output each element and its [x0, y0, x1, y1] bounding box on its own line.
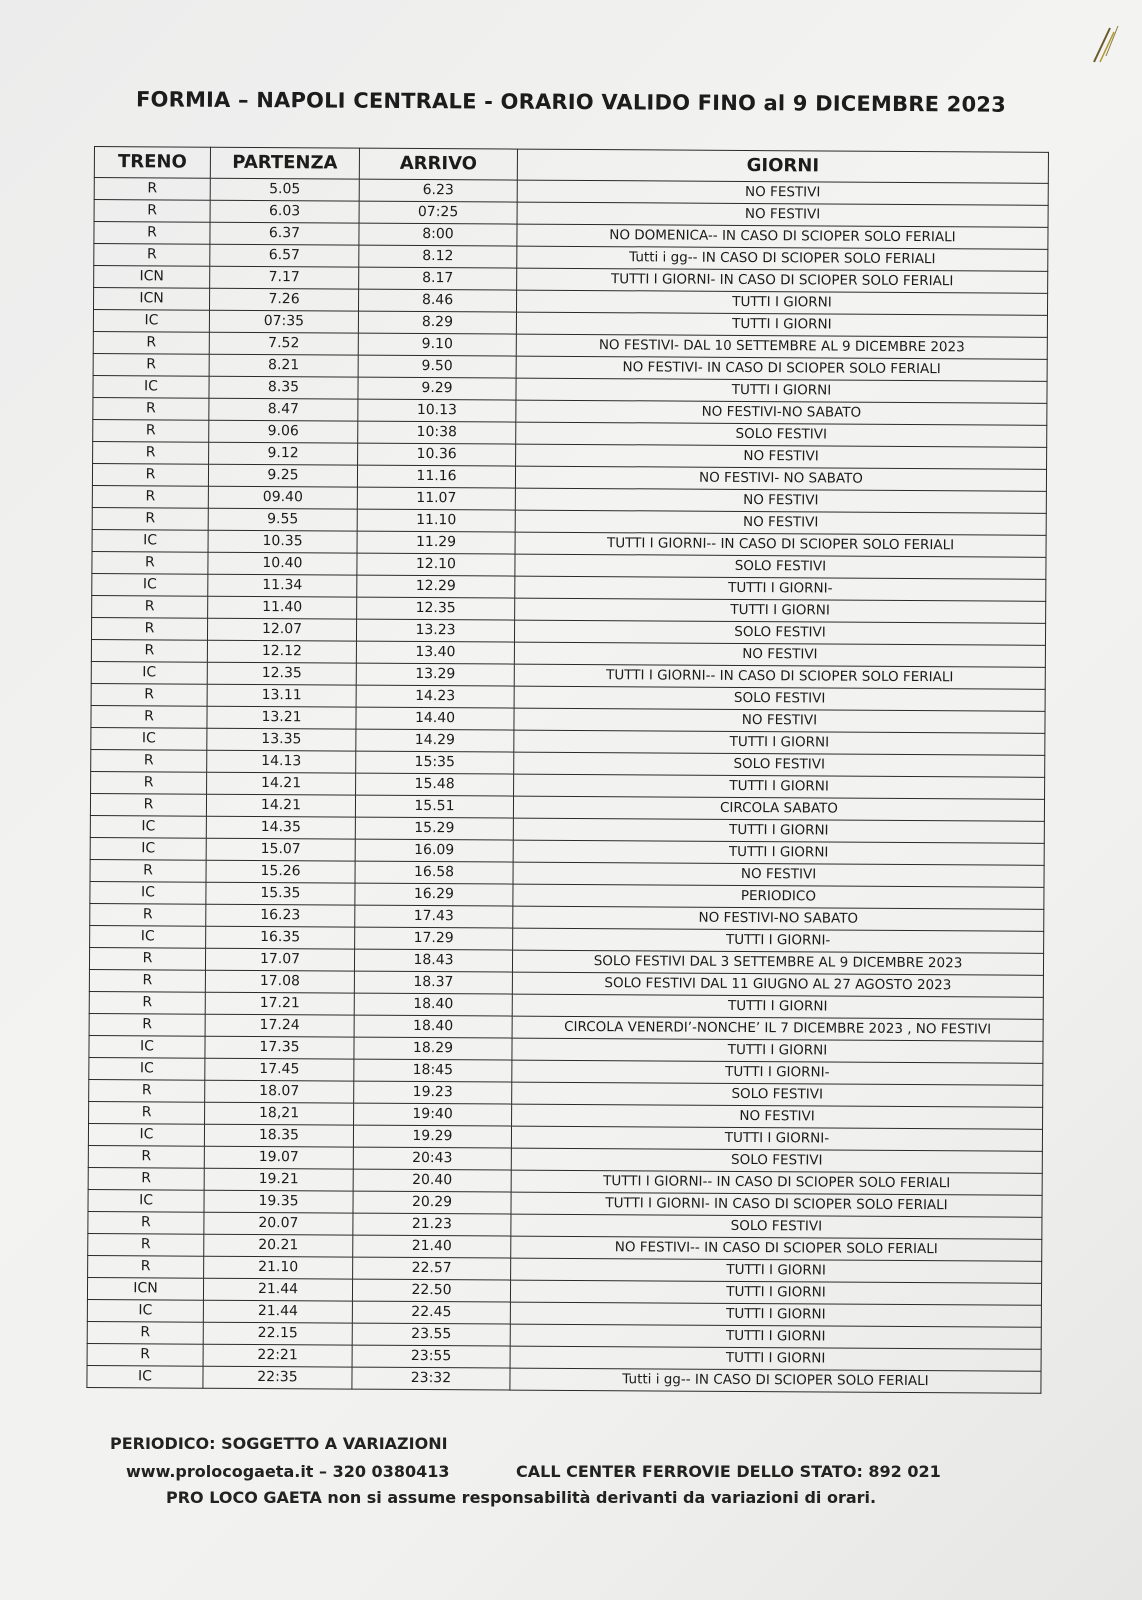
cell-partenza: 07:35	[209, 310, 358, 333]
cell-treno: R	[89, 969, 205, 992]
cell-treno: R	[88, 1145, 204, 1168]
cell-partenza: 15.26	[206, 860, 355, 883]
cell-treno: IC	[91, 661, 207, 684]
cell-arrivo: 13.29	[356, 663, 514, 686]
cell-partenza: 14.13	[207, 750, 356, 773]
cell-arrivo: 20.29	[353, 1191, 511, 1214]
cell-arrivo: 10:38	[358, 421, 516, 444]
cell-partenza: 8.47	[209, 398, 358, 421]
cell-arrivo: 12.29	[357, 575, 515, 598]
cell-treno: R	[91, 683, 207, 706]
header-treno: TRENO	[94, 147, 210, 179]
cell-treno: IC	[90, 837, 206, 860]
cell-treno: R	[92, 595, 208, 618]
cell-arrivo: 22.57	[353, 1257, 511, 1280]
cell-giorni: SOLO FESTIVI	[514, 620, 1045, 645]
cell-arrivo: 18.43	[354, 949, 512, 972]
cell-treno: R	[89, 947, 205, 970]
cell-partenza: 17.45	[205, 1058, 354, 1081]
cell-partenza: 19.35	[204, 1190, 353, 1213]
cell-partenza: 18,21	[205, 1102, 354, 1125]
cell-treno: R	[91, 705, 207, 728]
cell-giorni: SOLO FESTIVI	[511, 1148, 1042, 1173]
cell-giorni: TUTTI I GIORNI	[515, 598, 1046, 623]
cell-treno: IC	[88, 1123, 204, 1146]
cell-treno: IC	[92, 529, 208, 552]
cell-arrivo: 10.13	[358, 399, 516, 422]
cell-treno: IC	[89, 1057, 205, 1080]
timetable-table	[86, 146, 1049, 1394]
cell-giorni: TUTTI I GIORNI-- IN CASO DI SCIOPER SOLO FERIALI	[514, 664, 1045, 689]
cell-partenza: 8.21	[209, 354, 358, 377]
cell-treno: R	[90, 859, 206, 882]
cell-partenza: 20.21	[204, 1234, 353, 1257]
periodico-note: PERIODICO: SOGGETTO A VARIAZIONI	[110, 1434, 448, 1453]
cell-giorni: TUTTI I GIORNI-- IN CASO DI SCIOPER SOLO FERIALI	[511, 1170, 1042, 1195]
cell-arrivo: 07:25	[359, 201, 517, 224]
cell-arrivo: 21.40	[353, 1235, 511, 1258]
cell-treno: IC	[90, 925, 206, 948]
cell-arrivo: 19.29	[353, 1125, 511, 1148]
cell-partenza: 22.15	[203, 1322, 352, 1345]
cell-partenza: 22:35	[203, 1366, 352, 1389]
cell-giorni: TUTTI I GIORNI-	[515, 576, 1046, 601]
cell-treno: R	[92, 507, 208, 530]
cell-treno: R	[93, 419, 209, 442]
cell-partenza: 9.12	[209, 442, 358, 465]
cell-arrivo: 11.07	[357, 487, 515, 510]
cell-giorni: SOLO FESTIVI	[512, 1082, 1043, 1107]
cell-partenza: 10.40	[208, 552, 357, 575]
cell-giorni: NO FESTIVI	[516, 444, 1047, 469]
pen-mark-icon	[1086, 22, 1122, 66]
cell-giorni: TUTTI I GIORNI-- IN CASO DI SCIOPER SOLO FERIALI	[515, 532, 1046, 557]
cell-partenza: 16.23	[206, 904, 355, 927]
cell-treno: R	[91, 771, 207, 794]
cell-treno: R	[94, 222, 210, 245]
cell-giorni: NO FESTIVI- NO SABATO	[515, 466, 1046, 491]
cell-treno: R	[87, 1343, 203, 1366]
cell-arrivo: 11.29	[357, 531, 515, 554]
cell-giorni: SOLO FESTIVI DAL 11 GIUGNO AL 27 AGOSTO 2023	[512, 972, 1043, 997]
cell-giorni: NO FESTIVI	[512, 1104, 1043, 1129]
cell-partenza: 9.06	[209, 420, 358, 443]
cell-arrivo: 23:55	[352, 1345, 510, 1368]
cell-giorni: SOLO FESTIVI DAL 3 SETTEMBRE AL 9 DICEMBRE 2023	[512, 950, 1043, 975]
cell-giorni: NO FESTIVI	[514, 642, 1045, 667]
cell-partenza: 9.55	[208, 508, 357, 531]
cell-arrivo: 12.10	[357, 553, 515, 576]
cell-treno: IC	[89, 1035, 205, 1058]
cell-treno: R	[90, 793, 206, 816]
cell-giorni: PERIODICO	[513, 884, 1044, 909]
cell-partenza: 6.57	[210, 244, 359, 267]
cell-partenza: 22:21	[203, 1344, 352, 1367]
cell-treno: R	[93, 397, 209, 420]
cell-arrivo: 23:32	[352, 1367, 510, 1390]
cell-partenza: 18.35	[204, 1124, 353, 1147]
cell-partenza: 12.12	[207, 640, 356, 663]
cell-giorni: TUTTI I GIORNI-	[511, 1126, 1042, 1151]
cell-partenza: 19.21	[204, 1168, 353, 1191]
cell-partenza: 11.34	[208, 574, 357, 597]
cell-giorni: NO FESTIVI	[517, 202, 1048, 227]
cell-treno: R	[87, 1321, 203, 1344]
cell-treno: R	[93, 353, 209, 376]
cell-giorni: SOLO FESTIVI	[514, 686, 1045, 711]
cell-partenza: 12.07	[207, 618, 356, 641]
cell-giorni: SOLO FESTIVI	[514, 752, 1045, 777]
cell-arrivo: 19:40	[354, 1103, 512, 1126]
table-row	[87, 1365, 1041, 1393]
cell-arrivo: 10.36	[358, 443, 516, 466]
cell-partenza: 7.26	[209, 288, 358, 311]
cell-giorni: NO FESTIVI-NO SABATO	[516, 400, 1047, 425]
cell-giorni: NO FESTIVI-NO SABATO	[513, 906, 1044, 931]
header-partenza: PARTENZA	[210, 147, 359, 179]
cell-treno: R	[90, 903, 206, 926]
cell-treno: R	[89, 1101, 205, 1124]
header-row	[94, 147, 1048, 184]
cell-treno: IC	[90, 881, 206, 904]
cell-giorni: TUTTI I GIORNI	[516, 290, 1047, 315]
cell-giorni: NO FESTIVI	[514, 708, 1045, 733]
cell-giorni: TUTTI I GIORNI- IN CASO DI SCIOPER SOLO FERIALI	[511, 1192, 1042, 1217]
cell-treno: IC	[91, 727, 207, 750]
cell-arrivo: 17.43	[355, 905, 513, 928]
cell-arrivo: 22.45	[352, 1301, 510, 1324]
cell-arrivo: 13.40	[356, 641, 514, 664]
cell-treno: R	[93, 331, 209, 354]
cell-treno: R	[94, 178, 210, 201]
cell-treno: R	[91, 617, 207, 640]
cell-giorni: TUTTI I GIORNI	[516, 378, 1047, 403]
cell-arrivo: 8.12	[359, 245, 517, 268]
cell-partenza: 10.35	[208, 530, 357, 553]
cell-treno: R	[92, 463, 208, 486]
cell-treno: R	[89, 1079, 205, 1102]
cell-giorni: TUTTI I GIORNI	[512, 994, 1043, 1019]
cell-arrivo: 16.29	[355, 883, 513, 906]
cell-partenza: 6.03	[210, 200, 359, 223]
cell-giorni: TUTTI I GIORNI	[513, 818, 1044, 843]
cell-arrivo: 18.40	[354, 993, 512, 1016]
cell-partenza: 8.35	[209, 376, 358, 399]
cell-treno: R	[89, 991, 205, 1014]
cell-arrivo: 9.29	[358, 377, 516, 400]
cell-giorni: TUTTI I GIORNI-	[512, 1060, 1043, 1085]
cell-giorni: NO FESTIVI	[515, 510, 1046, 535]
cell-arrivo: 15.29	[355, 817, 513, 840]
call-center-line: CALL CENTER FERROVIE DELLO STATO: 892 021	[516, 1462, 941, 1481]
cell-giorni: NO FESTIVI	[513, 862, 1044, 887]
cell-giorni: CIRCOLA SABATO	[513, 796, 1044, 821]
cell-partenza: 13.11	[207, 684, 356, 707]
cell-treno: R	[88, 1211, 204, 1234]
cell-arrivo: 13.23	[356, 619, 514, 642]
cell-giorni: TUTTI I GIORNI	[514, 730, 1045, 755]
cell-treno: R	[89, 1013, 205, 1036]
cell-partenza: 09.40	[208, 486, 357, 509]
cell-partenza: 17.35	[205, 1036, 354, 1059]
cell-partenza: 21.44	[203, 1300, 352, 1323]
cell-arrivo: 9.50	[358, 355, 516, 378]
cell-arrivo: 16.09	[355, 839, 513, 862]
cell-partenza: 5.05	[210, 178, 359, 201]
cell-treno: IC	[93, 375, 209, 398]
header-arrivo: ARRIVO	[359, 148, 517, 180]
cell-arrivo: 15.48	[356, 773, 514, 796]
cell-treno: R	[93, 441, 209, 464]
cell-arrivo: 12.35	[357, 597, 515, 620]
cell-giorni: NO FESTIVI- IN CASO DI SCIOPER SOLO FERIALI	[516, 356, 1047, 381]
cell-treno: R	[88, 1255, 204, 1278]
cell-partenza: 21.10	[204, 1256, 353, 1279]
cell-partenza: 17.24	[205, 1014, 354, 1037]
cell-partenza: 17.08	[205, 970, 354, 993]
cell-giorni: NO FESTIVI- DAL 10 SETTEMBRE AL 9 DICEMBRE 2023	[516, 334, 1047, 359]
cell-arrivo: 8.29	[358, 311, 516, 334]
cell-treno: R	[94, 244, 210, 267]
cell-treno: R	[92, 485, 208, 508]
cell-partenza: 7.17	[210, 266, 359, 289]
cell-treno: R	[91, 749, 207, 772]
cell-giorni: Tutti i gg-- IN CASO DI SCIOPER SOLO FERIALI	[510, 1368, 1041, 1393]
cell-giorni: TUTTI I GIORNI	[510, 1346, 1041, 1371]
cell-partenza: 17.21	[205, 992, 354, 1015]
cell-partenza: 19.07	[204, 1146, 353, 1169]
cell-partenza: 14.21	[207, 772, 356, 795]
cell-partenza: 14.35	[206, 816, 355, 839]
cell-partenza: 21.44	[203, 1278, 352, 1301]
cell-treno: R	[88, 1167, 204, 1190]
cell-arrivo: 21.23	[353, 1213, 511, 1236]
cell-giorni: TUTTI I GIORNI	[512, 1038, 1043, 1063]
cell-partenza: 17.07	[205, 948, 354, 971]
cell-partenza: 11.40	[208, 596, 357, 619]
cell-partenza: 6.37	[210, 222, 359, 245]
cell-treno: IC	[87, 1299, 203, 1322]
cell-treno: ICN	[94, 288, 210, 311]
cell-treno: R	[94, 200, 210, 223]
cell-arrivo: 22.50	[352, 1279, 510, 1302]
cell-treno: R	[88, 1233, 204, 1256]
cell-giorni: TUTTI I GIORNI	[514, 774, 1045, 799]
cell-partenza: 7.52	[209, 332, 358, 355]
cell-partenza: 13.21	[207, 706, 356, 729]
cell-arrivo: 15.51	[355, 795, 513, 818]
cell-arrivo: 6.23	[359, 179, 517, 202]
cell-arrivo: 11.16	[357, 465, 515, 488]
cell-giorni: TUTTI I GIORNI-	[513, 928, 1044, 953]
cell-partenza: 18.07	[205, 1080, 354, 1103]
cell-giorni: TUTTI I GIORNI	[510, 1280, 1041, 1305]
cell-partenza: 14.21	[206, 794, 355, 817]
header-giorni: GIORNI	[517, 149, 1048, 183]
cell-partenza: 20.07	[204, 1212, 353, 1235]
timetable	[86, 146, 1048, 1394]
cell-partenza: 13.35	[207, 728, 356, 751]
cell-arrivo: 9.10	[358, 333, 516, 356]
timetable-body	[87, 178, 1048, 1394]
cell-arrivo: 15:35	[356, 751, 514, 774]
cell-giorni: CIRCOLA VENERDI’-NONCHE’ IL 7 DICEMBRE 2023 , NO FESTIVI	[512, 1016, 1043, 1041]
cell-giorni: NO DOMENICA-- IN CASO DI SCIOPER SOLO FERIALI	[517, 224, 1048, 249]
cell-giorni: NO FESTIVI-- IN CASO DI SCIOPER SOLO FERIALI	[511, 1236, 1042, 1261]
cell-treno: ICN	[94, 266, 210, 289]
cell-partenza: 12.35	[207, 662, 356, 685]
cell-partenza: 15.07	[206, 838, 355, 861]
cell-partenza: 15.35	[206, 882, 355, 905]
cell-arrivo: 18.37	[354, 971, 512, 994]
cell-giorni: TUTTI I GIORNI	[510, 1302, 1041, 1327]
contact-line: www.prolocogaeta.it – 320 0380413	[126, 1462, 450, 1481]
cell-partenza: 16.35	[206, 926, 355, 949]
cell-giorni: NO FESTIVI	[517, 180, 1048, 205]
cell-arrivo: 8:00	[359, 223, 517, 246]
cell-arrivo: 23.55	[352, 1323, 510, 1346]
cell-arrivo: 19.23	[354, 1081, 512, 1104]
cell-giorni: SOLO FESTIVI	[516, 422, 1047, 447]
cell-treno: ICN	[87, 1277, 203, 1300]
cell-arrivo: 20:43	[353, 1147, 511, 1170]
page-title: FORMIA – NAPOLI CENTRALE - ORARIO VALIDO FINO al 9 DICEMBRE 2023	[135, 87, 1007, 117]
cell-treno: IC	[87, 1365, 203, 1388]
cell-giorni: SOLO FESTIVI	[515, 554, 1046, 579]
cell-arrivo: 8.17	[359, 267, 517, 290]
cell-treno: IC	[93, 310, 209, 333]
cell-giorni: SOLO FESTIVI	[511, 1214, 1042, 1239]
cell-partenza: 9.25	[208, 464, 357, 487]
cell-giorni: NO FESTIVI	[515, 488, 1046, 513]
cell-treno: IC	[90, 815, 206, 838]
cell-arrivo: 14.29	[356, 729, 514, 752]
cell-arrivo: 14.40	[356, 707, 514, 730]
cell-arrivo: 18.40	[354, 1015, 512, 1038]
cell-treno: R	[92, 551, 208, 574]
cell-giorni: Tutti i gg-- IN CASO DI SCIOPER SOLO FERIALI	[517, 246, 1048, 271]
cell-treno: R	[91, 639, 207, 662]
cell-treno: IC	[92, 573, 208, 596]
cell-giorni: TUTTI I GIORNI- IN CASO DI SCIOPER SOLO FERIALI	[517, 268, 1048, 293]
cell-arrivo: 16.58	[355, 861, 513, 884]
cell-arrivo: 11.10	[357, 509, 515, 532]
cell-arrivo: 20.40	[353, 1169, 511, 1192]
cell-giorni: TUTTI I GIORNI	[513, 840, 1044, 865]
cell-arrivo: 18:45	[354, 1059, 512, 1082]
cell-arrivo: 14.23	[356, 685, 514, 708]
cell-arrivo: 17.29	[355, 927, 513, 950]
cell-giorni: TUTTI I GIORNI	[510, 1324, 1041, 1349]
cell-giorni: TUTTI I GIORNI	[511, 1258, 1042, 1283]
cell-arrivo: 8.46	[358, 289, 516, 312]
disclaimer-line: PRO LOCO GAETA non si assume responsabilità derivanti da variazioni di orari.	[166, 1488, 877, 1507]
cell-treno: IC	[88, 1189, 204, 1212]
cell-giorni: TUTTI I GIORNI	[516, 312, 1047, 337]
cell-arrivo: 18.29	[354, 1037, 512, 1060]
